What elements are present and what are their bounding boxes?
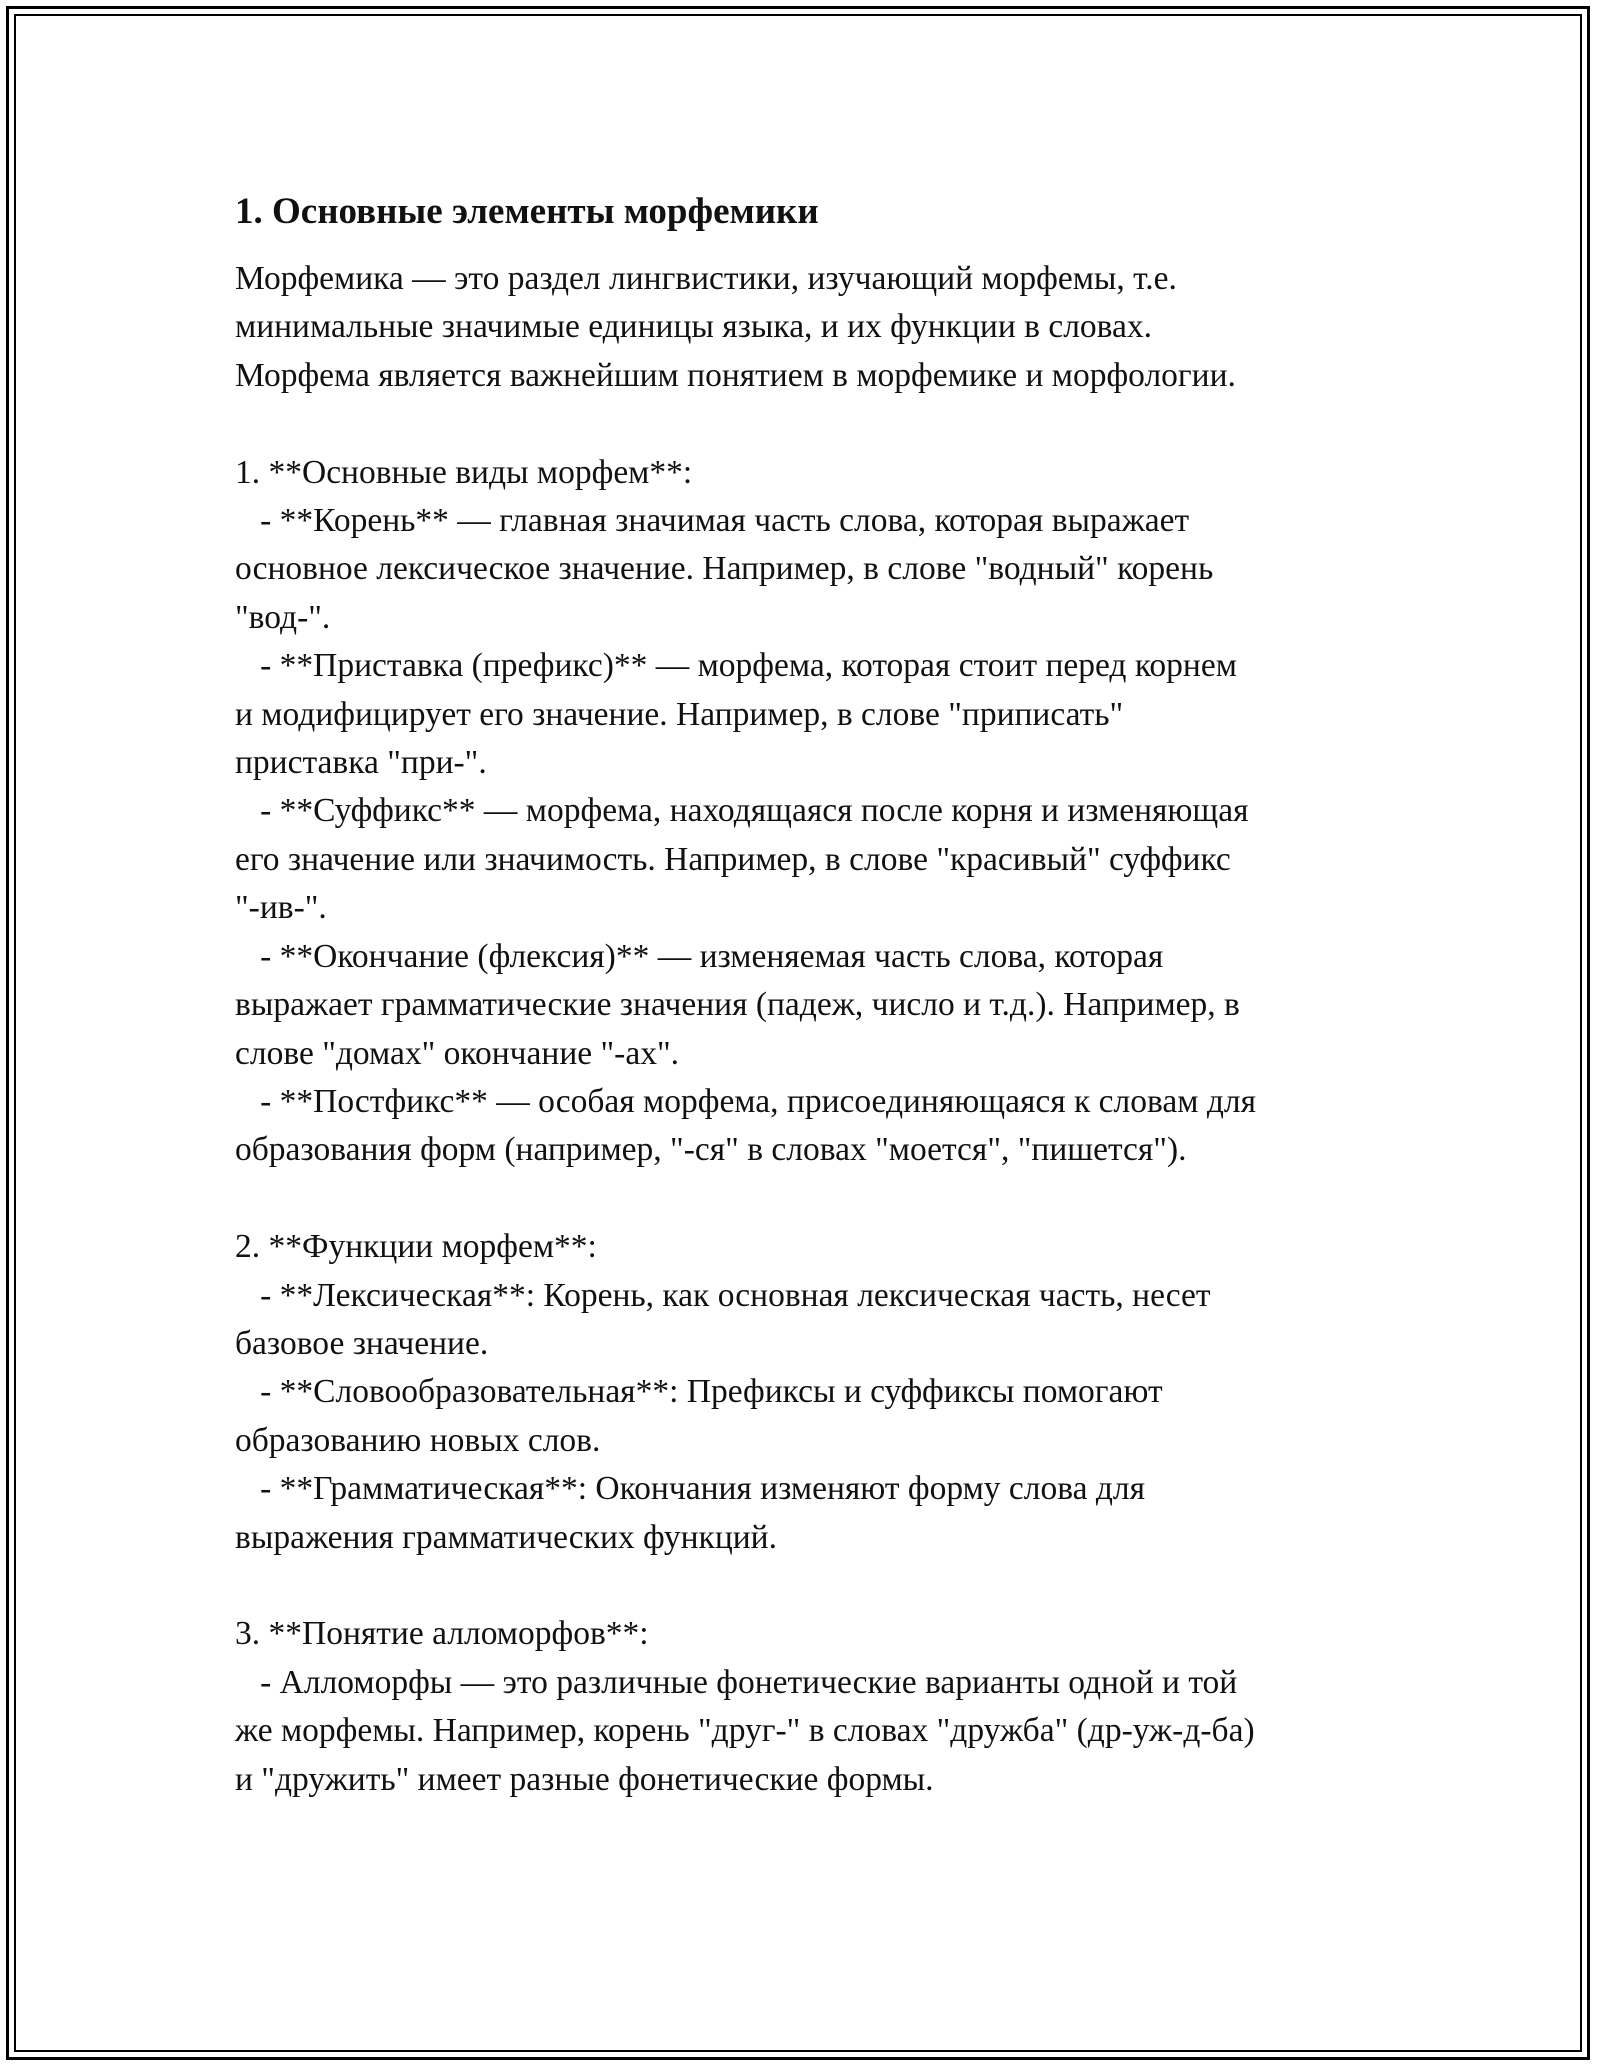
document-content — [235, 188, 1370, 1804]
document-body: Морфемика — это раздел лингвистики, изучающий морфемы, т.е. минимальные значимые единицы языка, и их функции в словах. Морфема является важнейшим понятием в морфемике и морфологии. 1. **Основные виды морфем**: - **Корень** — главная значимая часть слова, которая выражает основное лексическое значение. Например, в слове "водный" корень "вод-". - **Приставка (префикс)** — морфема, которая стоит перед корнем и модифицирует его значение. Например, в слове "приписать" приставка "при-". - **Суффикс** — морфема, находящаяся после корня и изменяющая его значение или значимость. Например, в слове "красивый" суффикс "-ив-". - **Окончание (флексия)** — изменяемая часть слова, которая выражает грамматические значения (падеж, число и т.д.). Например, в слове "домах" окончание "-ах". - **Постфикс** — особая морфема, присоединяющаяся к словам для образования форм (например, "-ся" в словах "моется", "пишется"). 2. **Функции морфем**: - **Лексическая**: Корень, как основная лексическая часть, несет базовое значение. - **Словообразовательная**: Префиксы и суффиксы помогают образованию новых слов. - **Грамматическая**: Окончания изменяют форму слова для выражения грамматических функций. 3. **Понятие алломорфов**: - Алломорфы — это различные фонетические варианты одной и той же морфемы. Например, корень "друг-" в словах "дружба" (др-уж-д-ба) и "дружить" имеет разные фонетические формы. — [235, 260, 1256, 1798]
document-title: 1. Основные элементы морфемики — [235, 191, 819, 232]
